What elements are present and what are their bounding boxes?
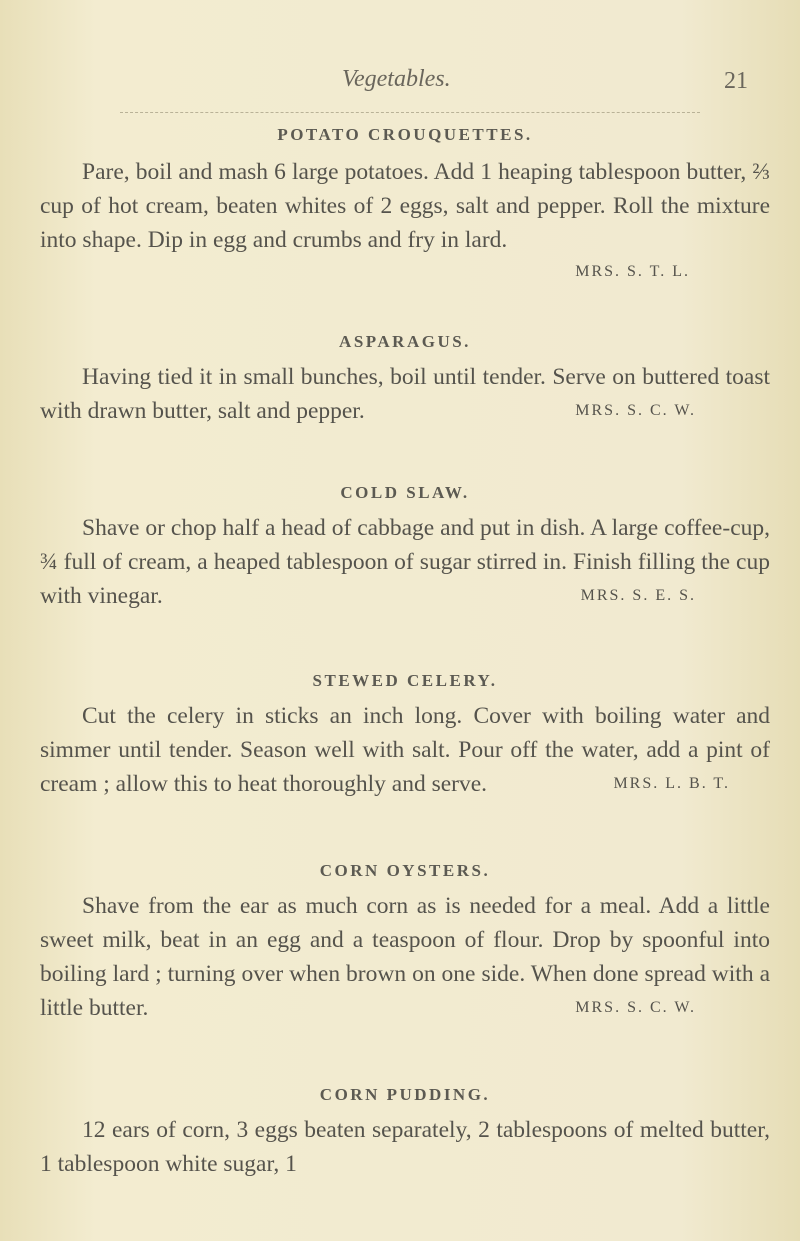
recipe-author: MRS. S. E. S. [580, 587, 696, 604]
recipe-text: Shave from the ear as much corn as is needed for a meal. Add a little sweet milk, beat in an egg and a teaspoon of flour. Drop by spoonful into boiling lard ; turning over when brown on one side. When done spread with a little butter. [40, 893, 770, 1021]
recipe-body [40, 889, 770, 1025]
recipe-body [40, 155, 770, 257]
recipe-title: STEWED CELERY. [312, 671, 498, 690]
page-number: 21 [724, 68, 748, 94]
recipe-stewed-celery [40, 671, 770, 801]
running-title: Vegetables. [342, 66, 451, 92]
recipe-body [40, 511, 770, 613]
recipe-text: Cut the celery in sticks an inch long. Cover with boiling water and simmer until tender. Season well with salt. Pour off the water, add a pint of cream ; allow this to heat thoroughly and serve. [40, 703, 770, 797]
recipe-text: 12 ears of corn, 3 eggs beaten separately, 2 tablespoons of melted butter, 1 tablespoon white sugar, 1 [40, 1117, 770, 1177]
recipe-author: MRS. L. B. T. [613, 775, 730, 792]
recipe-author: MRS. S. T. L. [575, 263, 690, 280]
recipe-corn-pudding [40, 1085, 770, 1181]
header-rule [120, 112, 700, 113]
recipe-title: POTATO CROUQUETTES. [277, 125, 533, 144]
recipe-title: COLD SLAW. [340, 483, 470, 502]
page-header [0, 66, 800, 106]
recipe-title: CORN PUDDING. [319, 1085, 491, 1104]
recipe-corn-oysters [40, 861, 770, 1025]
recipe-text: Pare, boil and mash 6 large potatoes. Add 1 heaping tablespoon butter, ⅔ cup of hot cream, beaten whites of 2 eggs, salt and pepper. Roll the mixture into shape. Dip in egg and crumbs and fry in lard. [40, 159, 770, 253]
recipe-asparagus [40, 332, 770, 428]
recipe-body [40, 699, 770, 801]
recipe-title: ASPARAGUS. [339, 332, 471, 351]
recipe-potato-crouquettes [40, 125, 770, 287]
recipe-author: MRS. S. C. W. [575, 999, 696, 1016]
recipe-text: Having tied it in small bunches, boil until tender. Serve on buttered toast with drawn butter, salt and pepper. [40, 364, 770, 424]
recipe-cold-slaw [40, 483, 770, 613]
recipe-body [40, 360, 770, 428]
recipe-body [40, 1113, 770, 1181]
recipe-text: Shave or chop half a head of cabbage and put in dish. A large coffee-cup, ¾ full of cream, a heaped tablespoon of sugar stirred in. Finish filling the cup with vinegar. [40, 515, 770, 609]
recipe-title: CORN OYSTERS. [319, 861, 491, 880]
recipe-author: MRS. S. C. W. [575, 402, 696, 419]
